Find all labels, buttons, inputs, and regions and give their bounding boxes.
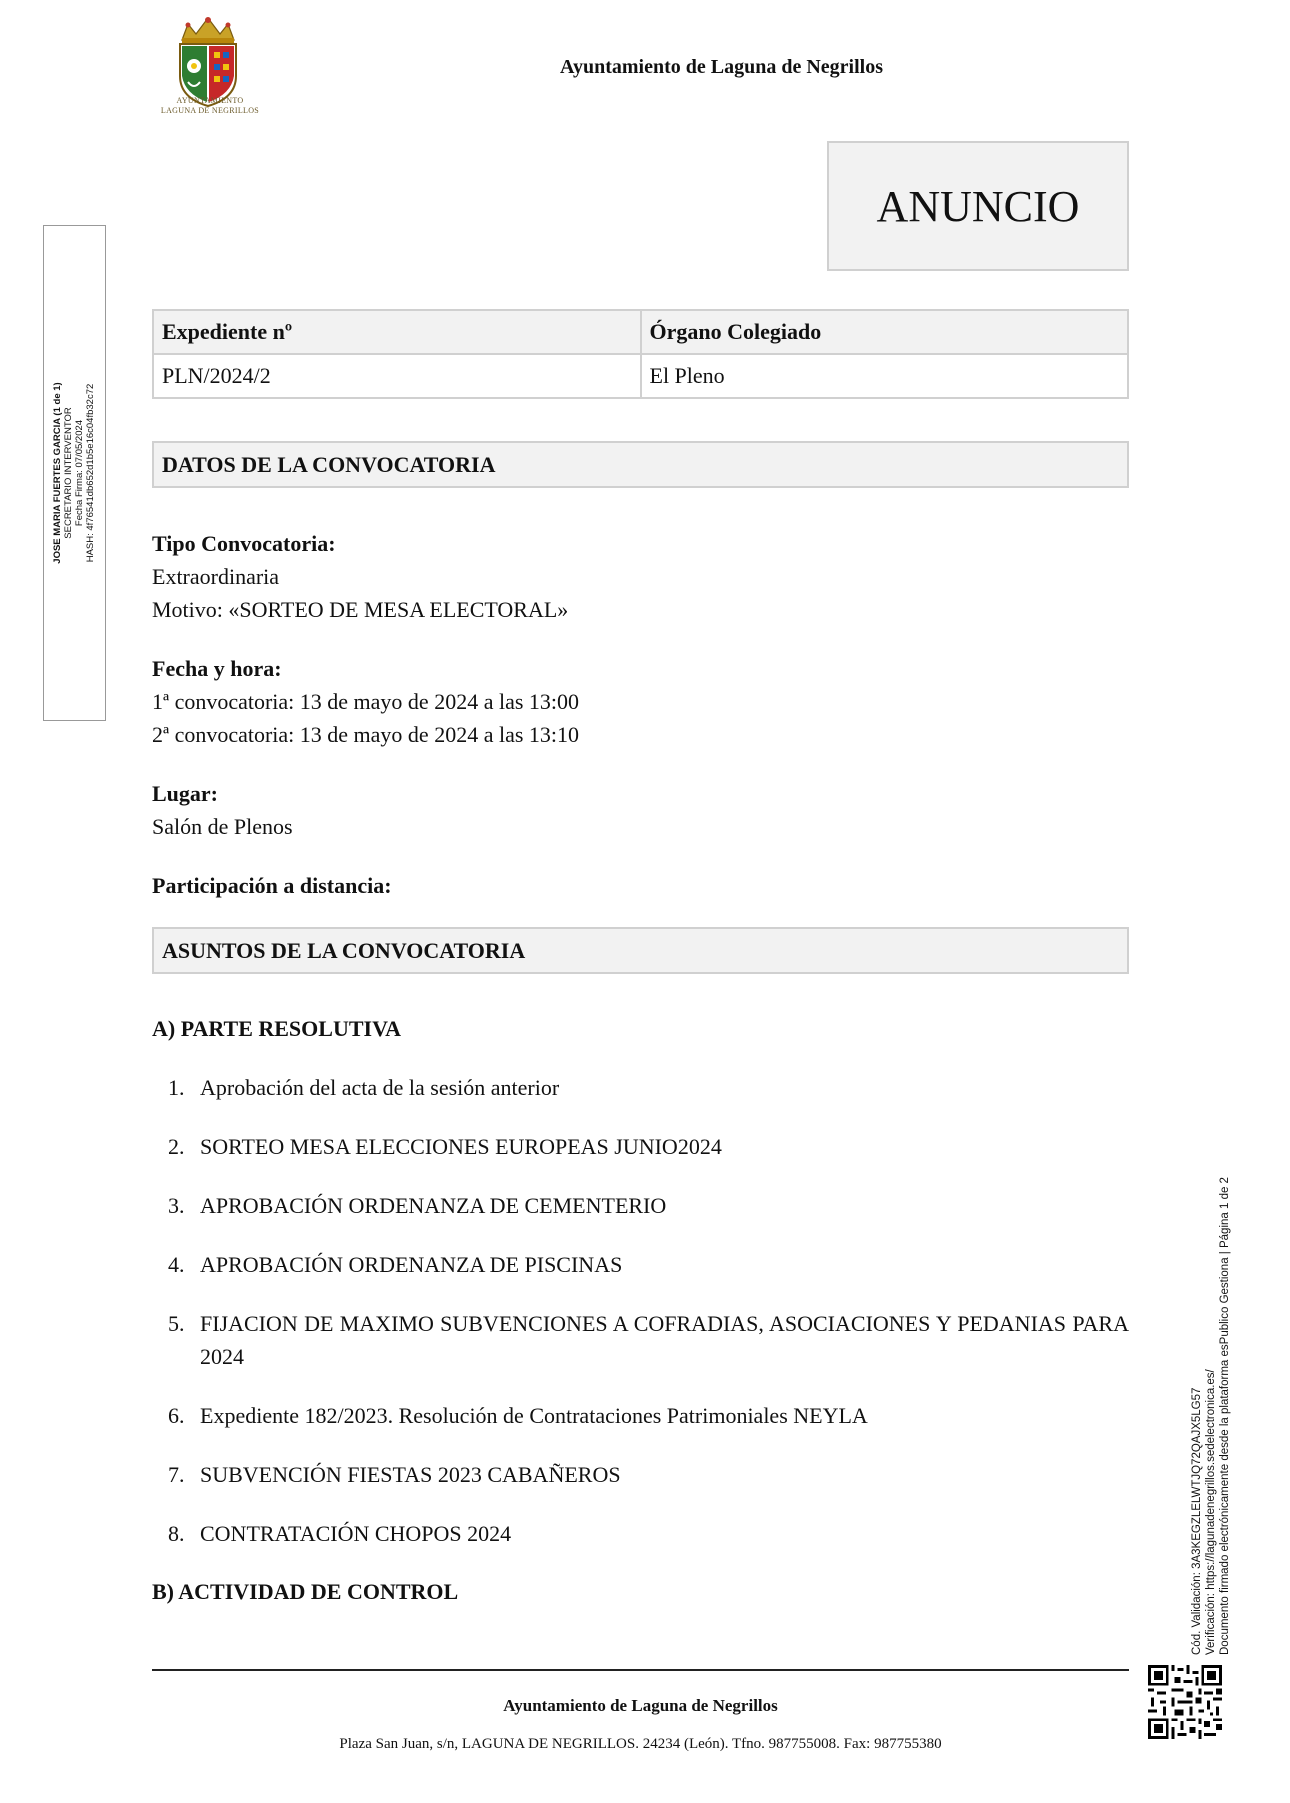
verification-url[interactable]: Verificación: https://lagunadenegrillos.sedelectronica.es/ [1205, 1369, 1217, 1655]
table-header-row [153, 310, 1128, 354]
list-item [168, 1071, 1129, 1104]
item-number: 6. [168, 1403, 185, 1428]
fecha-label: Fecha y hora: [152, 656, 282, 681]
crest-caption-line1: AYUNTAMIENTO [176, 96, 244, 105]
datos-section-title: DATOS DE LA CONVOCATORIA [162, 451, 496, 477]
item-number: 3. [168, 1193, 185, 1218]
verification-text [1190, 1095, 1232, 1655]
signature-date: Fecha Firma: 07/05/2024 [74, 419, 85, 527]
part-a-heading: A) PARTE RESOLUTIVA [152, 1016, 402, 1041]
item-text: SORTEO MESA ELECCIONES EUROPEAS JUNIO2024 [200, 1134, 722, 1159]
footer-divider [152, 1669, 1129, 1671]
item-number: 4. [168, 1252, 185, 1277]
footer-address: Plaza San Juan, s/n, LAGUNA DE NEGRILLOS. 24234 (León). Tfno. 987755008. Fax: 987755380 [339, 1736, 942, 1752]
expediente-header: Expediente nº [153, 310, 641, 354]
crest-caption-line2: LAGUNA DE NEGRILLOS [160, 106, 260, 115]
item-number: 8. [168, 1521, 185, 1546]
participacion-block [152, 869, 392, 902]
list-item [168, 1458, 1129, 1491]
datos-section-header [152, 441, 1129, 488]
signer-role: SECRETARIO INTERVENTOR [63, 407, 74, 539]
signature-hash: HASH: 4f76541db652d1b5e16c04fb32c72 [85, 383, 96, 563]
convocatoria-1: 1ª convocatoria: 13 de mayo de 2024 a las 13:00 [152, 689, 580, 714]
signature-text [52, 253, 96, 693]
document-type-label: ANUNCIO [876, 181, 1080, 231]
fecha-block [152, 652, 579, 751]
list-item [168, 1189, 1129, 1222]
organo-value: El Pleno [641, 354, 1129, 398]
item-text: Expediente 182/2023. Resolución de Contrataciones Patrimoniales NEYLA [200, 1403, 868, 1428]
asuntos-section-title: ASUNTOS DE LA CONVOCATORIA [162, 937, 526, 963]
document-type-box [827, 141, 1129, 271]
item-text: APROBACIÓN ORDENANZA DE CEMENTERIO [200, 1193, 667, 1218]
table-row [153, 354, 1128, 398]
signer-name: JOSE MARIA FUERTES GARCIA (1 de 1) [52, 382, 63, 564]
tipo-label: Tipo Convocatoria: [152, 531, 336, 556]
asuntos-section-header [152, 927, 1129, 974]
footer-title: Ayuntamiento de Laguna de Negrillos [503, 1696, 778, 1715]
qr-code-icon [1148, 1665, 1222, 1739]
validation-code: Cód. Validación: 3A3KEGZLELWTJQ72QAJX5LG57 [1191, 1387, 1203, 1655]
list-item [168, 1130, 1129, 1163]
item-number: 7. [168, 1462, 185, 1487]
lugar-value: Salón de Plenos [152, 814, 293, 839]
item-text: APROBACIÓN ORDENANZA DE PISCINAS [200, 1252, 623, 1277]
motivo-text: Motivo: «SORTEO DE MESA ELECTORAL» [152, 597, 569, 622]
item-number: 5. [168, 1311, 185, 1336]
expediente-value: PLN/2024/2 [153, 354, 641, 398]
list-item [168, 1248, 1129, 1281]
item-text: CONTRATACIÓN CHOPOS 2024 [200, 1521, 512, 1546]
tipo-block [152, 527, 568, 626]
header-title: Ayuntamiento de Laguna de Negrillos [560, 56, 883, 78]
participacion-label: Participación a distancia: [152, 873, 392, 898]
item-text: Aprobación del acta de la sesión anterior [200, 1075, 560, 1100]
lugar-block [152, 777, 293, 843]
tipo-value: Extraordinaria [152, 564, 280, 589]
platform-notice: Documento firmado electrónicamente desde la plataforma esPublico Gestiona | Página 1 de 2 [1219, 1177, 1231, 1655]
expediente-table [152, 309, 1129, 399]
organo-header: Órgano Colegiado [641, 310, 1129, 354]
list-item [168, 1517, 1129, 1550]
part-b-heading: B) ACTIVIDAD DE CONTROL [152, 1579, 459, 1604]
item-number: 2. [168, 1134, 185, 1159]
list-item [168, 1307, 1129, 1373]
item-number: 1. [168, 1075, 185, 1100]
list-item [168, 1399, 1129, 1432]
lugar-label: Lugar: [152, 781, 218, 806]
convocatoria-2: 2ª convocatoria: 13 de mayo de 2024 a las 13:10 [152, 722, 580, 747]
item-text: SUBVENCIÓN FIESTAS 2023 CABAÑEROS [200, 1462, 621, 1487]
crest-caption [148, 96, 272, 116]
item-text: FIJACION DE MAXIMO SUBVENCIONES A COFRADIAS, ASOCIACIONES Y PEDANIAS PARA 2024 [200, 1311, 1129, 1369]
